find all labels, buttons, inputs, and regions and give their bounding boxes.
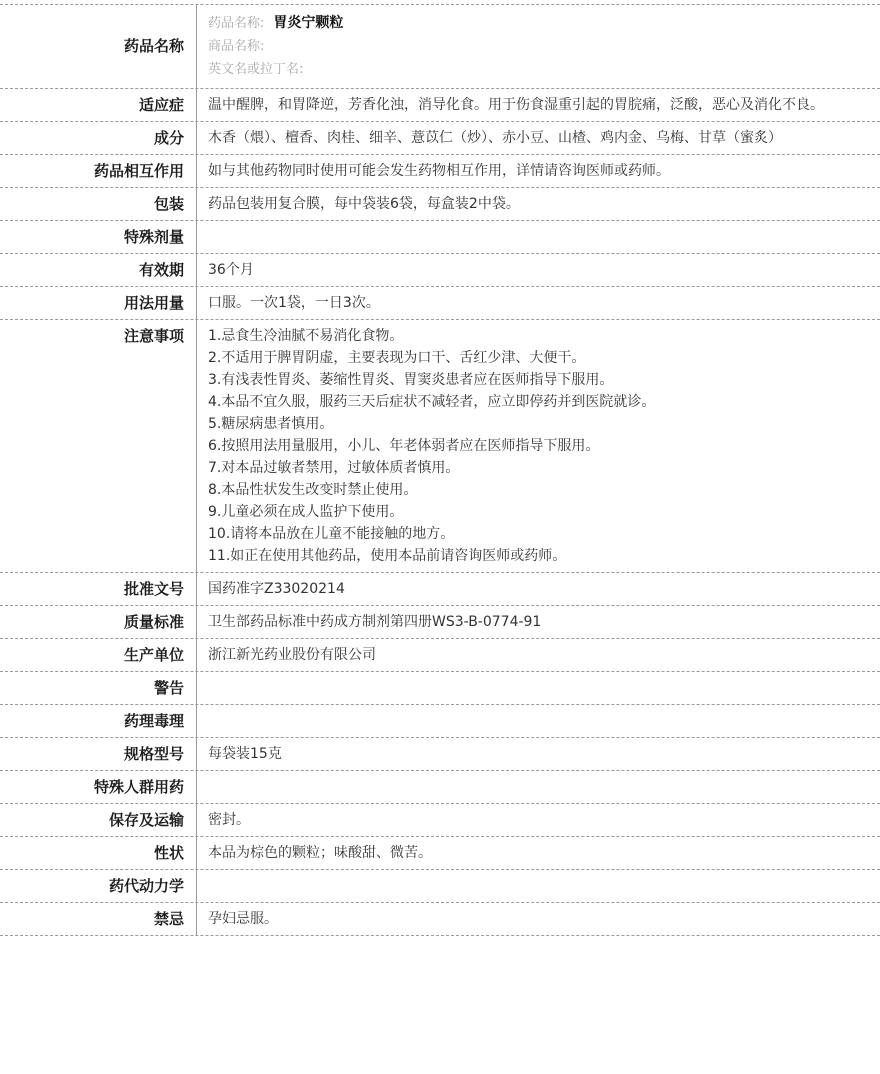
content-line: 卫生部药品标准中药成方制剂第四册WS3-B-0774-91 <box>208 614 542 630</box>
table-row <box>0 639 880 672</box>
row-content <box>197 837 880 869</box>
content-line: 浙江新光药业股份有限公司 <box>208 647 376 663</box>
row-content <box>197 188 880 220</box>
row-label: 特殊人群用药 <box>0 771 197 803</box>
row-label: 禁忌 <box>0 903 197 935</box>
row-label: 性状 <box>0 837 197 869</box>
row-label: 药代动力学 <box>0 870 197 902</box>
row-content <box>197 705 880 737</box>
row-content <box>197 870 880 902</box>
content-line: 8.本品性状发生改变时禁止使用。 <box>208 482 418 498</box>
content-line: 每袋装15克 <box>208 746 282 762</box>
table-row <box>0 287 880 320</box>
table-row <box>0 672 880 705</box>
row-label: 成分 <box>0 122 197 154</box>
row-content <box>197 903 880 935</box>
table-row <box>0 573 880 606</box>
content-line: 药品包装用复合膜，每中袋装6袋，每盒装2中袋。 <box>208 196 520 212</box>
row-content <box>197 5 880 88</box>
content-line: 3.有浅表性胃炎、萎缩性胃炎、胃窦炎患者应在医师指导下服用。 <box>208 372 614 388</box>
table-row <box>0 122 880 155</box>
name-field-line <box>208 58 862 81</box>
table-row <box>0 188 880 221</box>
row-content <box>197 771 880 803</box>
row-label: 质量标准 <box>0 606 197 638</box>
content-line: 温中醒脾，和胃降逆，芳香化浊，消导化食。用于伤食湿重引起的胃脘痛，泛酸，恶心及消化不良。 <box>208 97 824 113</box>
content-line: 5.糖尿病患者慎用。 <box>208 416 334 432</box>
row-content <box>197 287 880 319</box>
table-row <box>0 89 880 122</box>
table-row <box>0 837 880 870</box>
row-content <box>197 320 880 572</box>
field-label: 英文名或拉丁名: <box>208 62 304 77</box>
row-content <box>197 606 880 638</box>
row-label: 药品名称 <box>0 5 197 88</box>
name-field-line <box>208 12 862 35</box>
content-line: 2.不适用于脾胃阴虚，主要表现为口干、舌红少津、大便干。 <box>208 350 586 366</box>
field-value: 胃炎宁颗粒 <box>273 15 344 31</box>
row-content <box>197 738 880 770</box>
table-row <box>0 705 880 738</box>
row-content <box>197 221 880 253</box>
table-row <box>0 606 880 639</box>
table-row <box>0 903 880 936</box>
row-label: 警告 <box>0 672 197 704</box>
field-label: 药品名称: <box>208 16 265 31</box>
row-label: 规格型号 <box>0 738 197 770</box>
content-line: 4.本品不宜久服，服药三天后症状不减轻者，应立即停药并到医院就诊。 <box>208 394 656 410</box>
content-line: 本品为棕色的颗粒；味酸甜、微苦。 <box>208 845 432 861</box>
content-line: 1.忌食生冷油腻不易消化食物。 <box>208 328 404 344</box>
content-line: 10.请将本品放在儿童不能接触的地方。 <box>208 526 455 542</box>
content-line: 如与其他药物同时使用可能会发生药物相互作用，详情请咨询医师或药师。 <box>208 163 670 179</box>
row-content <box>197 122 880 154</box>
content-line: 7.对本品过敏者禁用，过敏体质者慎用。 <box>208 460 460 476</box>
row-content <box>197 254 880 286</box>
content-line: 11.如正在使用其他药品，使用本品前请咨询医师或药师。 <box>208 548 567 564</box>
table-row <box>0 870 880 903</box>
row-label: 保存及运输 <box>0 804 197 836</box>
table-row <box>0 221 880 254</box>
content-line: 口服。一次1袋，一日3次。 <box>208 295 380 311</box>
content-line: 密封。 <box>208 812 250 828</box>
row-label: 用法用量 <box>0 287 197 319</box>
field-label: 商品名称: <box>208 39 265 54</box>
row-label: 注意事项 <box>0 320 197 572</box>
table-row <box>0 320 880 573</box>
row-label: 药理毒理 <box>0 705 197 737</box>
row-label: 适应症 <box>0 89 197 121</box>
row-content <box>197 672 880 704</box>
drug-info-table <box>0 4 880 936</box>
table-row <box>0 155 880 188</box>
row-content <box>197 89 880 121</box>
content-line: 6.按照用法用量服用，小儿、年老体弱者应在医师指导下服用。 <box>208 438 600 454</box>
table-row <box>0 5 880 89</box>
row-label: 药品相互作用 <box>0 155 197 187</box>
content-line: 国药准字Z33020214 <box>208 581 345 597</box>
row-content <box>197 155 880 187</box>
row-label: 有效期 <box>0 254 197 286</box>
content-line: 36个月 <box>208 262 254 278</box>
table-row <box>0 771 880 804</box>
table-row <box>0 804 880 837</box>
row-label: 生产单位 <box>0 639 197 671</box>
row-label: 特殊剂量 <box>0 221 197 253</box>
row-label: 包装 <box>0 188 197 220</box>
row-content <box>197 573 880 605</box>
table-row <box>0 738 880 771</box>
content-line: 9.儿童必须在成人监护下使用。 <box>208 504 404 520</box>
row-content <box>197 639 880 671</box>
row-label: 批准文号 <box>0 573 197 605</box>
table-row <box>0 254 880 287</box>
content-line: 木香（煨）、檀香、肉桂、细辛、薏苡仁（炒）、赤小豆、山楂、鸡内金、乌梅、甘草（蜜炙） <box>208 130 782 146</box>
name-field-line <box>208 35 862 58</box>
content-line: 孕妇忌服。 <box>208 911 278 927</box>
row-content <box>197 804 880 836</box>
